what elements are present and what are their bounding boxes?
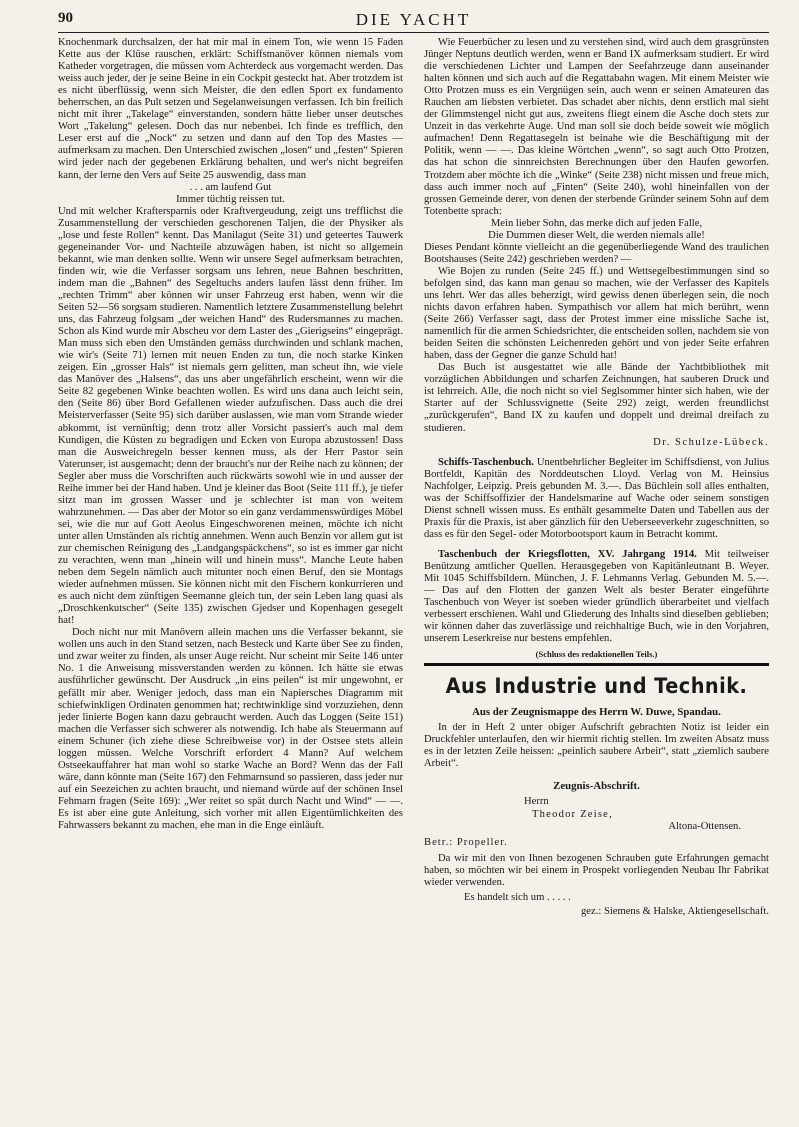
article-signature: Dr. Schulze-Lübeck. bbox=[653, 436, 769, 448]
certificate-body: Da wir mit den von Ihnen bezogenen Schrauben gute Erfahrungen gemacht haben, so möchten wir bei einem in Prospekt vorliegenden Neubau Ihr Fabrikat wieder verwenden. bbox=[424, 852, 769, 888]
review-body: Mit teilweiser Benützung amtlicher Quellen. Herausgegeben von Kapitänleutnant B. Weyer. Mit 1045 Schiffsbildern. München, J. F. Lehmanns Verlag. Gebunden M. 5.—. — Das auf den Flotten der ganzen Welt als bester Berater eingeführte Taschenbuch von Weyer ist soeben wieder gründlich überarbeitet und vielfach verbessert erschienen. Wahl und Gliederung des Inhalts sind dieselben geblieben; wir können daher das zuverlässige und reichhaltige Buch, wie in den Vorjahren, unserem Leserkreise nur bestens empfehlen. bbox=[424, 548, 769, 645]
section-divider bbox=[424, 663, 769, 666]
section-heading: Aus Industrie und Technik. bbox=[445, 674, 748, 699]
text-columns bbox=[58, 37, 769, 1122]
left-column bbox=[58, 37, 403, 1122]
book-review bbox=[424, 549, 769, 645]
verse-line: . . . am laufend Gut bbox=[189, 181, 272, 193]
review-title: Schiffs-Taschenbuch. bbox=[438, 456, 534, 468]
right-column bbox=[424, 37, 769, 1122]
address-place: Altona-Ottensen. bbox=[668, 820, 741, 832]
review-body: Unentbehrlicher Begleiter im Schiffsdienst, von Julius Bortfeldt, Kapitän des Norddeutschen Lloyd. Verlag von M. Heinsius Nachfolger, Leipzig. Preis gebunden M. 3.—. Das Büchlein soll alles enthalten, was der Schiffsoffizier der Handelsmarine auf Wache oder seinem sonstigen Dienst schnell wissen muss. Es enthält gesammelte Daten und Tabellen aus der Praxis für die Praxis, ist aber gänzlich für den Ueberseeverkehr zugeschnitten, so dass es für den Segel- oder Motorbootsport kaum in Betracht kommt. bbox=[424, 456, 769, 540]
journal-title: DIE YACHT bbox=[355, 10, 472, 29]
correction-notice: In der in Heft 2 unter obiger Aufschrift gebrachten Notiz ist leider ein Druckfehler unterlaufen, den wir hiermit richtig stellen. Im zweiten Absatz muss es in der letzten Zeile heissen: „peinlich saubere Arbeit“, statt „ziemlich saubere Arbeit“. bbox=[424, 722, 769, 770]
article-paragraph: Wie Feuerbücher zu lesen und zu verstehen sind, wird auch dem grasgrünsten Jünger Neptuns deutlich werden, wenn er Band IX aufmerksam studiert. Er wird die verschiedenen Lichter und Lampen der Seefahrzeuge dann auseinander halten können und sich auch auf die Regattabahn wagen. Mit einem Meister wie Otto Protzen muss es ein Vergnügen sein, auch wenn er seinen Amateuren das Rauchen am liebsten verbietet. Das schadet aber nichts, denn erstlich mal sieht der Glimmstengel nicht gut aus, zweitens fliegt einem die Asche doch stets zur Unzeit in das verkehrte Auge. Und man soll sie doch beide soweit wie möglich aufmachen! Denn Regattasegeln ist beinahe wie die Beschäftigung mit der Politik, wenn — —. Das kleine Wörtchen „wenn“, so sagt auch Otto Protzen, das hat schon die sinnreichsten Berechnungen über den Haufen geworfen. Trotzdem aber möchte ich die „Winke“ (Seite 238) nicht missen und freue mich, dass auch immer noch auf „Finten“ (Seite 240), wohl hineinfallen von der grossen Gemeinde derer, von denen der sterbende Gründer seinem Sohn auf dem Totenbette sprach: bbox=[424, 37, 769, 217]
certificate-closing: Es handelt sich um . . . . . bbox=[464, 891, 571, 903]
certificate-heading: Zeugnis-Abschrift. bbox=[553, 780, 640, 793]
verse-line: Mein lieber Sohn, das merke dich auf jeden Falle, bbox=[490, 217, 703, 229]
verse-line: Immer tüchtig reissen tut. bbox=[176, 193, 285, 205]
review-title: Taschenbuch der Kriegsflotten, XV. Jahrgang 1914. bbox=[438, 548, 697, 560]
address-name: Theodor Zeise, bbox=[532, 808, 613, 820]
page-header bbox=[58, 6, 769, 33]
company-signature: gez.: Siemens & Halske, Aktiengesellschaft. bbox=[581, 905, 769, 917]
editorial-end-note: (Schluss des redaktionellen Teils.) bbox=[535, 649, 658, 660]
address-salutation: Herrn bbox=[524, 796, 549, 808]
article-paragraph: Das Buch ist ausgestattet wie alle Bände der Yachtbibliothek mit vorzüglichen Abbildungen und scharfen Zeichnungen, hat sauberen Druck und ist lehrreich. Alle, die noch nicht so viel Seglsommer hinter sich haben, wie der Starter auf der Schlussvignette (Seite 292) zeigt, werden freundlichst „zurückgerufen“, Band IX zu kaufen und doppelt und dreimal dreifach zu studieren. bbox=[424, 362, 769, 434]
article-paragraph: Knochenmark durchsalzen, der hat mir mal in einem Ton, wie wenn 15 Faden Kette aus der Klüse rauschen, erklärt: Schiffsmanöver können niemals vom Katheder vorgetragen, die müssen vom Achterdeck aus vorgemacht werden. Das weiss auch jeder, der je seine Beine in ein Cockpit gesteckt hat. Aber trotzdem ist es nicht überflüssig, wenn sich Meister, die den edlen Sport ex fundamento beherrschen, an das Pult setzen und Segelanweisungen verfassen. Ich bin freilich nicht mit ihrer „Takelage“ einverstanden, sondern hätte lieber unser deutsches Wort „Takelung“ gelesen. Doch das nur nebenbei. Ich finde es trefflich, den Leser erst auf die „Nock“ zu setzen und dann auf den Top des Mastes — aufmerksam zu machen. Den Unterschied zwischen „losen“ und „festen“ Spieren wird jeder nach der gegebenen Erklärung behalten, und wer's nicht begreifen kann, der lerne den Vers auf Seite 25 auswendig, dass man bbox=[58, 37, 403, 181]
page-number: 90 bbox=[58, 10, 73, 26]
article-paragraph: Doch nicht nur mit Manövern allein machen uns die Verfasser bekannt, sie wollen uns auch in den Stand setzen, nach Besteck und Karte über See zu finden, und zwar weiter zu finden, als unser Auge reicht. Nur scheint mir Seite 146 unter No. 1 die Anweisung missverstanden werden zu können. Ich hätte sie etwas ausführlicher gewünscht. Der Ausdruck „in eins peilen“ ist mir ungewohnt, er gefällt mir aber. Weniger jedoch, dass man ein Napiersches Diagramm mit schiefwinkligen Ordinaten genommen hat; rechtwinklige sind vorzuziehen, denn jeder linierte Bogen kann dazu gebraucht werden. Auch das Loggen (Seite 151) machen die Verfasser sich schwerer als notwendig. Ich habe als Steuermann auf einem Schuner (ich ziehe diese Schreibweise vor) in der Ostsee stets allein loggen müssen. Welche Vorschrift erfordert 4 Mann? Auf welchem Ostseekauffahrer hat man wohl so starke Wache an Bord? Wenn das der Fall wäre, dann könnte man (Seite 167) den Fehmarnsund so passieren, dass jeder nur auf ein Seezeichen zu achten braucht, und niemand würde auf der schönen Insel Fehmarn fragen (Seite 169): „Wer reitet so spät durch Nacht und Wind“ — —. Es ist aber eine gute Anleitung, sich vorher mit allen Eigentümlichkeiten des Fahrwassers bekannt zu machen, ehe man in die Enge einläuft. bbox=[58, 627, 403, 832]
book-review bbox=[424, 457, 769, 541]
subheading: Aus der Zeugnismappe des Herrn W. Duwe, Spandau. bbox=[472, 706, 721, 719]
article-paragraph: Wie Bojen zu runden (Seite 245 ff.) und Wettsegelbestimmungen sind so befolgen sind, das kann man genau so machen, wie der Verfasser des Kapitels uns lehrt. Wer das alles beherzigt, wird gewiss denen überlegen sein, die noch nichts davon erfahren haben. Sympathisch vor allem hat mich berührt, wenn (Seite 266) Verfasser sagt, dass der Protest immer eine missliche Sache ist, namentlich für die armen Schiedsrichter, die entscheiden sollen, nachdem sie von beiden Seiten die schönsten Leichenreden gehört und von jeder Seite erfahren haben, dass der Gegner die ganze Schuld hat! bbox=[424, 265, 769, 362]
article-paragraph: Und mit welcher Kraftersparnis oder Kraftvergeudung, zeigt uns trefflichst die Zusammenstellung der verschieden geschorenen Taljen, die der Physiker als „lose und feste Rollen“ kennt. Das Manilagut (Seite 31) und geteertes Tauwerk gegeneinander Vor- und Nachteile abzuwägen haben, ist nicht so allgemein bekannt, wie man denken sollte. Wenn wir unsere Segel aufmerksam betrachten, finden wir, wie die Verfasser sorgsam uns lehren, neue Bahnen beschritten, indem man die „Bahnen“ des Segeltuchs anders laufen lässt denn früher. Im „rechten Trimm“ aber können wir unser Fahrzeug erst haben, wenn wir die Seiten 52—56 sorgsam studieren. Namentlich letztere Zusammenstellung belehrt uns, das Fahrzeug folgsam „der weichen Hand“ des Rudersmannes zu machen. Schon als Kind wurde mir Abscheu vor dem Laster des „Gierigseins“ eingeprägt. Man muss sich eben den Umständen gemäss durchwinden und schlank machen, wie wir's (Seite 71) lernen mit neuen Enden zu tun, die noch starke Kinken zeigen. Ein „grosser Hals“ ist niemals gern gelitten, man scheut ihn, wie viele das Manöver des „Halsens“, das uns aber ungefährlich erscheint, wenn wir die Seite 82 gegebenen Winke beachten wollen. Es wird uns dana auch leicht sein, den (Seite 86) über Bord Gefallenen wieder aufzufischen. Dass auch die drei Meisterverfasser (Seite 95) sich darüber auslassen, wie man vom Strande wieder abkommt, ist vernünftig; denn trotz aller Vorsicht passiert's auch mal dem Kundigen, die Küsten zu begradigen und Ecken von Europa abzustossen! Dass man die Ausweichregeln besser kennen muss, als der Herr Pastor sein Vaterunser, ist ausgemacht; denn der braucht's nur der Reihe nach zu können; der Segler aber muss die Vorschriften auch rückwärts sowohl wie in und ausser der Reihe immer bei der Hand haben. Und je kleiner das Boot (Seite 111 ff.), je tiefer sitzt man im grossen Wasser und je schlechter ist man von weitem wahrzunehmen. — Das aber der Motor so ein ganz verdammenswürdiges Möbel sei, wie die nur auf Gott Aeolus Eingeschworenen meinen, möchte ich nicht unter allen Umständen als richtig annehmen. Wenn auch Benzin vor allem gut ist zur chemischen Reinigung des „Landgangspäckchens“, so ist es immer gar nicht zu verachten, wenn man „hinein will und hinein muss“. Manche Leute haben neben dem Segeln nämlich auch mitunter noch einen Beruf, den sie Montags wieder aufnehmen müssen. Sie können nicht mit den Fischern konkurrieren und es auch nicht dem zünftigen Seemanne gleich tun, der sein Leben lang quasi als „Droschkenkutscher“ (Seite 135) zwischen Gjedser und Kopenhagen gesegelt hat! bbox=[58, 205, 403, 627]
article-paragraph: Dieses Pendant könnte vielleicht an die gegenüberliegende Wand des traulichen Bootshauses (Seite 242) geschrieben werden? — bbox=[424, 241, 769, 265]
subject-line: Betr.: Propeller. bbox=[424, 836, 508, 848]
verse-line: Die Dummen dieser Welt, die werden niemals alle! bbox=[488, 229, 705, 241]
